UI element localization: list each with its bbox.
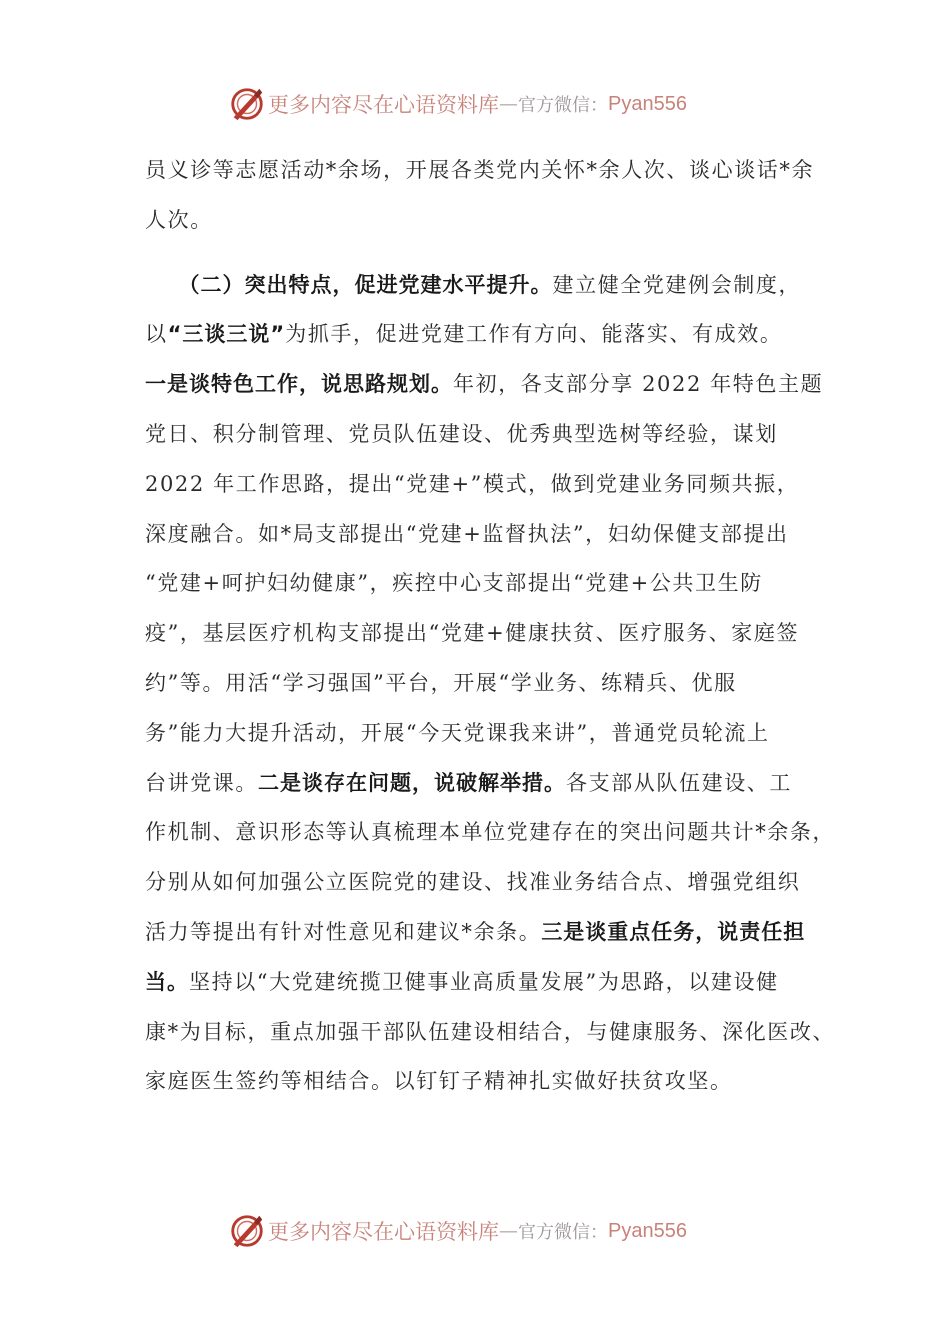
text-line — [145, 659, 825, 709]
body-text: “党建+呵护妇幼健康”，疾控中心支部提出“党建+公共卫生防 — [145, 571, 763, 596]
watermark-separator: — — [499, 1220, 518, 1242]
watermark-wechat-label: 官方微信： — [518, 1222, 608, 1243]
header-watermark — [228, 84, 687, 124]
pen-logo-icon — [228, 1212, 266, 1250]
text-line — [145, 196, 825, 246]
body-text: 人次。 — [145, 207, 213, 232]
body-text: 分别从如何加强公立医院党的建设、找准业务结合点、增强党组织 — [145, 870, 801, 895]
text-line — [145, 261, 825, 311]
bold-heading-text: 二是谈存在问题，说破解举措。 — [258, 770, 566, 795]
text-line — [145, 609, 825, 659]
body-text: 台讲党课。 — [145, 770, 258, 795]
body-text: 坚持以“大党建统揽卫健事业高质量发展”为思路，以建设健 — [189, 969, 779, 994]
body-text: 家庭医生签约等相结合。以钉钉子精神扎实做好扶贫攻坚。 — [145, 1069, 733, 1094]
body-text: 2022 年工作思路，提出“党建+”模式，做到党建业务同频共振， — [145, 471, 800, 496]
text-line — [145, 460, 825, 510]
watermark-separator: — — [499, 93, 518, 115]
bold-heading-text: （二）突出特点，促进党建水平提升。 — [145, 272, 553, 297]
body-text: 活力等提出有针对性意见和建议*余条。 — [145, 919, 542, 944]
text-line — [145, 908, 825, 958]
watermark-main-text: 更多内容尽在心语资料库 — [268, 93, 499, 117]
body-text: 疫”，基层医疗机构支部提出“党建+健康扶贫、医疗服务、家庭签 — [145, 621, 800, 646]
text-line — [145, 958, 825, 1008]
body-text: 作机制、意识形态等认真梳理本单位党建存在的突出问题共计*余条， — [145, 820, 836, 845]
text-line — [145, 510, 825, 560]
pen-logo-icon — [228, 85, 266, 123]
bold-heading-text: “三谈三说” — [167, 322, 286, 347]
text-line — [145, 410, 825, 460]
bold-heading-text: 当。 — [145, 969, 189, 994]
body-text: 深度融合。如*局支部提出“党建+监督执法”，妇幼保健支部提出 — [145, 521, 789, 546]
watermark-wechat-id: Pyan556 — [608, 1219, 687, 1242]
watermark-main-text: 更多内容尽在心语资料库 — [268, 1220, 499, 1244]
text-line — [145, 709, 825, 759]
body-text: 康*为目标，重点加强干部队伍建设相结合，与健康服务、深化医改、 — [145, 1019, 836, 1044]
text-line — [145, 1008, 836, 1058]
body-text: 约”等。用活“学习强国”平台，开展“学业务、练精兵、优服 — [145, 670, 737, 695]
body-text: 党日、积分制管理、党员队伍建设、优秀典型选树等经验，谋划 — [145, 421, 778, 446]
body-text: 以 — [145, 322, 168, 347]
text-line — [145, 858, 825, 908]
document-body — [145, 146, 836, 1107]
text-line — [145, 146, 825, 196]
text-line — [145, 310, 825, 360]
body-text: 各支部从队伍建设、工 — [566, 770, 792, 795]
body-text: 员义诊等志愿活动*余场，开展各类党内关怀*余人次、谈心谈话*余 — [145, 158, 815, 182]
text-line — [145, 1057, 825, 1107]
text-line — [145, 759, 825, 809]
body-text: 年初，各支部分享 2022 年特色主题 — [453, 372, 824, 397]
body-text: 为抓手，促进党建工作有方向、能落实、有成效。 — [285, 322, 783, 347]
text-line — [145, 360, 825, 410]
body-text: 务”能力大提升活动，开展“今天党课我来讲”，普通党员轮流上 — [145, 720, 770, 745]
paragraph-gap — [145, 246, 825, 261]
footer-watermark — [228, 1211, 687, 1251]
watermark-wechat-label: 官方微信： — [518, 95, 608, 116]
text-line — [145, 808, 836, 858]
text-line — [145, 559, 825, 609]
bold-heading-text: 一是谈特色工作，说思路规划。 — [145, 372, 453, 397]
watermark-wechat-id: Pyan556 — [608, 92, 687, 115]
bold-heading-text: 三是谈重点任务，说责任担 — [541, 919, 806, 944]
body-text: 建立健全党建例会制度， — [552, 272, 802, 297]
